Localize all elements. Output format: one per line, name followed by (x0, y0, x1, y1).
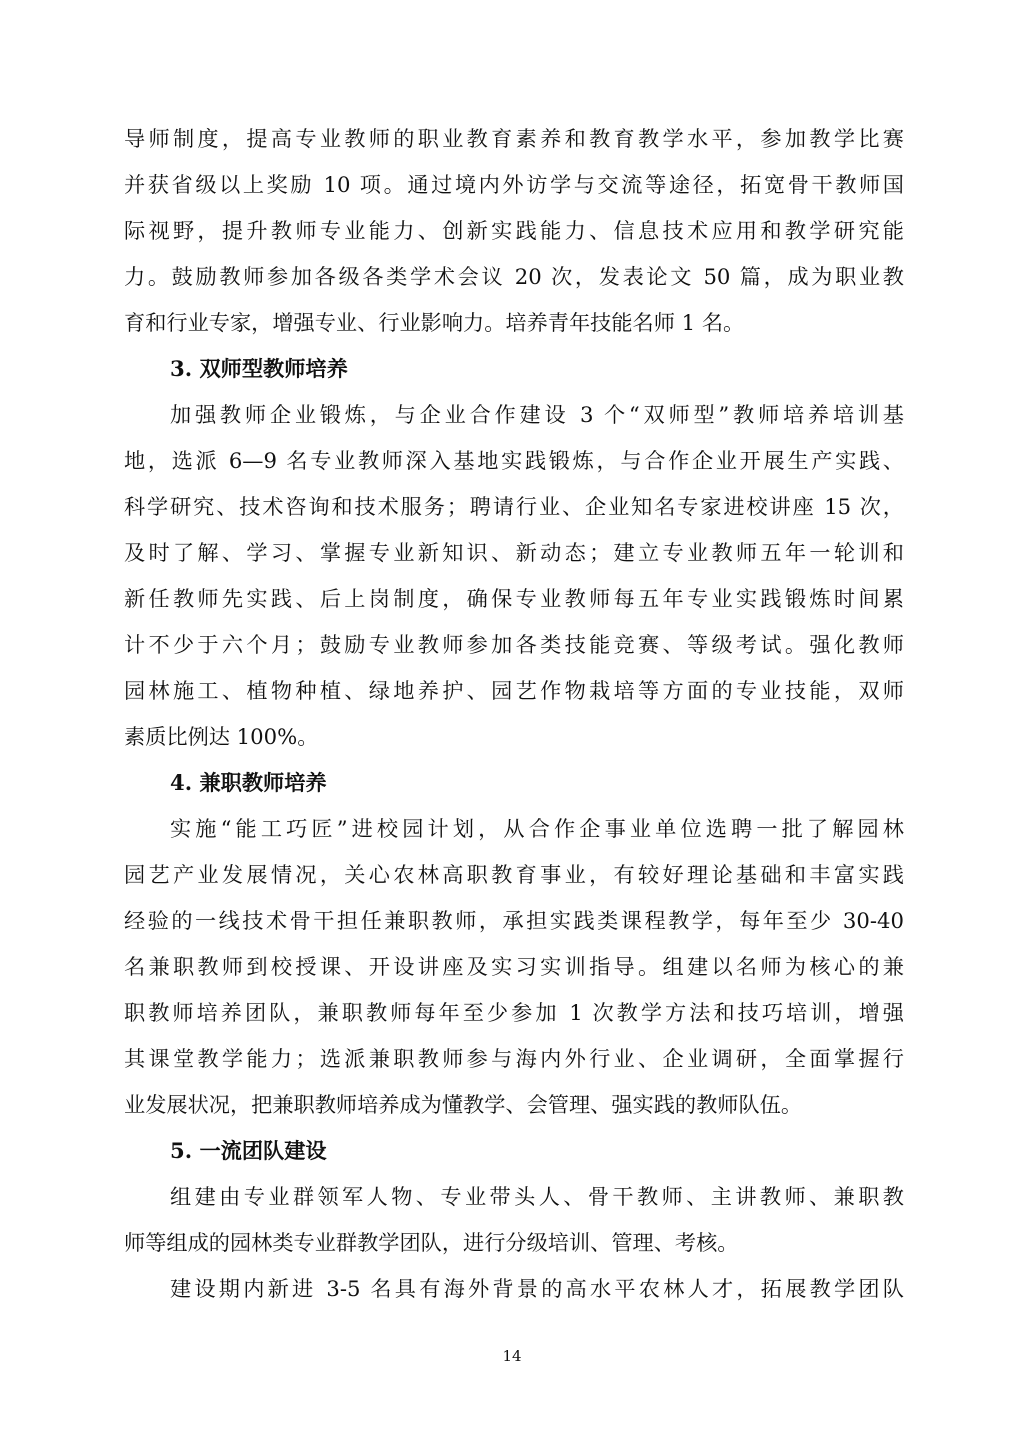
paragraph-line: 建设期内新进 3-5 名具有海外背景的高水平农林人才，拓展教学团队 (170, 1276, 904, 1301)
paragraph-line: 加强教师企业锻炼，与企业合作建设 3 个“双师型”教师培养培训基 (170, 402, 904, 427)
paragraph-line: 际视野，提升教师专业能力、创新实践能力、信息技术应用和教学研究能 (124, 218, 904, 243)
paragraph-line: 经验的一线技术骨干担任兼职教师，承担实践类课程教学，每年至少 30-40 (124, 908, 904, 933)
paragraph-line: 导师制度，提高专业教师的职业教育素养和教育教学水平，参加教学比赛 (124, 126, 904, 151)
paragraph-line: 名兼职教师到校授课、开设讲座及实习实训指导。组建以名师为核心的兼 (124, 954, 904, 979)
section-heading-5: 5. 一流团队建设 (170, 1138, 327, 1163)
paragraph-line: 其课堂教学能力；选派兼职教师参与海内外行业、企业调研，全面掌握行 (124, 1046, 904, 1071)
paragraph-line: 园林施工、植物种植、绿地养护、园艺作物栽培等方面的专业技能，双师 (124, 678, 904, 703)
paragraph-line: 业发展状况，把兼职教师培养成为懂教学、会管理、强实践的教师队伍。 (124, 1092, 803, 1117)
paragraph-line: 育和行业专家，增强专业、行业影响力。培养青年技能名师 1 名。 (124, 310, 745, 335)
paragraph-line: 科学研究、技术咨询和技术服务；聘请行业、企业知名专家进校讲座 15 次， (124, 494, 904, 519)
paragraph-line: 职教师培养团队，兼职教师每年至少参加 1 次教学方法和技巧培训，增强 (124, 1000, 904, 1025)
page-number: 14 (502, 1347, 522, 1365)
paragraph-line: 计不少于六个月；鼓励专业教师参加各类技能竞赛、等级考试。强化教师 (124, 632, 904, 657)
paragraph-line: 地，选派 6—9 名专业教师深入基地实践锻炼，与合作企业开展生产实践、 (124, 448, 904, 473)
paragraph-line: 力。鼓励教师参加各级各类学术会议 20 次，发表论文 50 篇，成为职业教 (124, 264, 904, 289)
section-heading-4: 4. 兼职教师培养 (170, 770, 327, 795)
paragraph-line: 素质比例达 100%。 (124, 724, 319, 749)
paragraph-line: 实施“能工巧匠”进校园计划，从合作企事业单位选聘一批了解园林 (170, 816, 904, 841)
paragraph-line: 及时了解、学习、掌握专业新知识、新动态；建立专业教师五年一轮训和 (124, 540, 904, 565)
paragraph-line: 新任教师先实践、后上岗制度，确保专业教师每五年专业实践锻炼时间累 (124, 586, 904, 611)
section-heading-3: 3. 双师型教师培养 (170, 356, 348, 381)
paragraph-line: 并获省级以上奖励 10 项。通过境内外访学与交流等途径，拓宽骨干教师国 (124, 172, 904, 197)
paragraph-line: 组建由专业群领军人物、专业带头人、骨干教师、主讲教师、兼职教 (170, 1184, 904, 1209)
paragraph-line: 园艺产业发展情况，关心农林高职教育事业，有较好理论基础和丰富实践 (124, 862, 904, 887)
paragraph-line: 师等组成的园林类专业群教学团队，进行分级培训、管理、考核。 (124, 1230, 739, 1255)
